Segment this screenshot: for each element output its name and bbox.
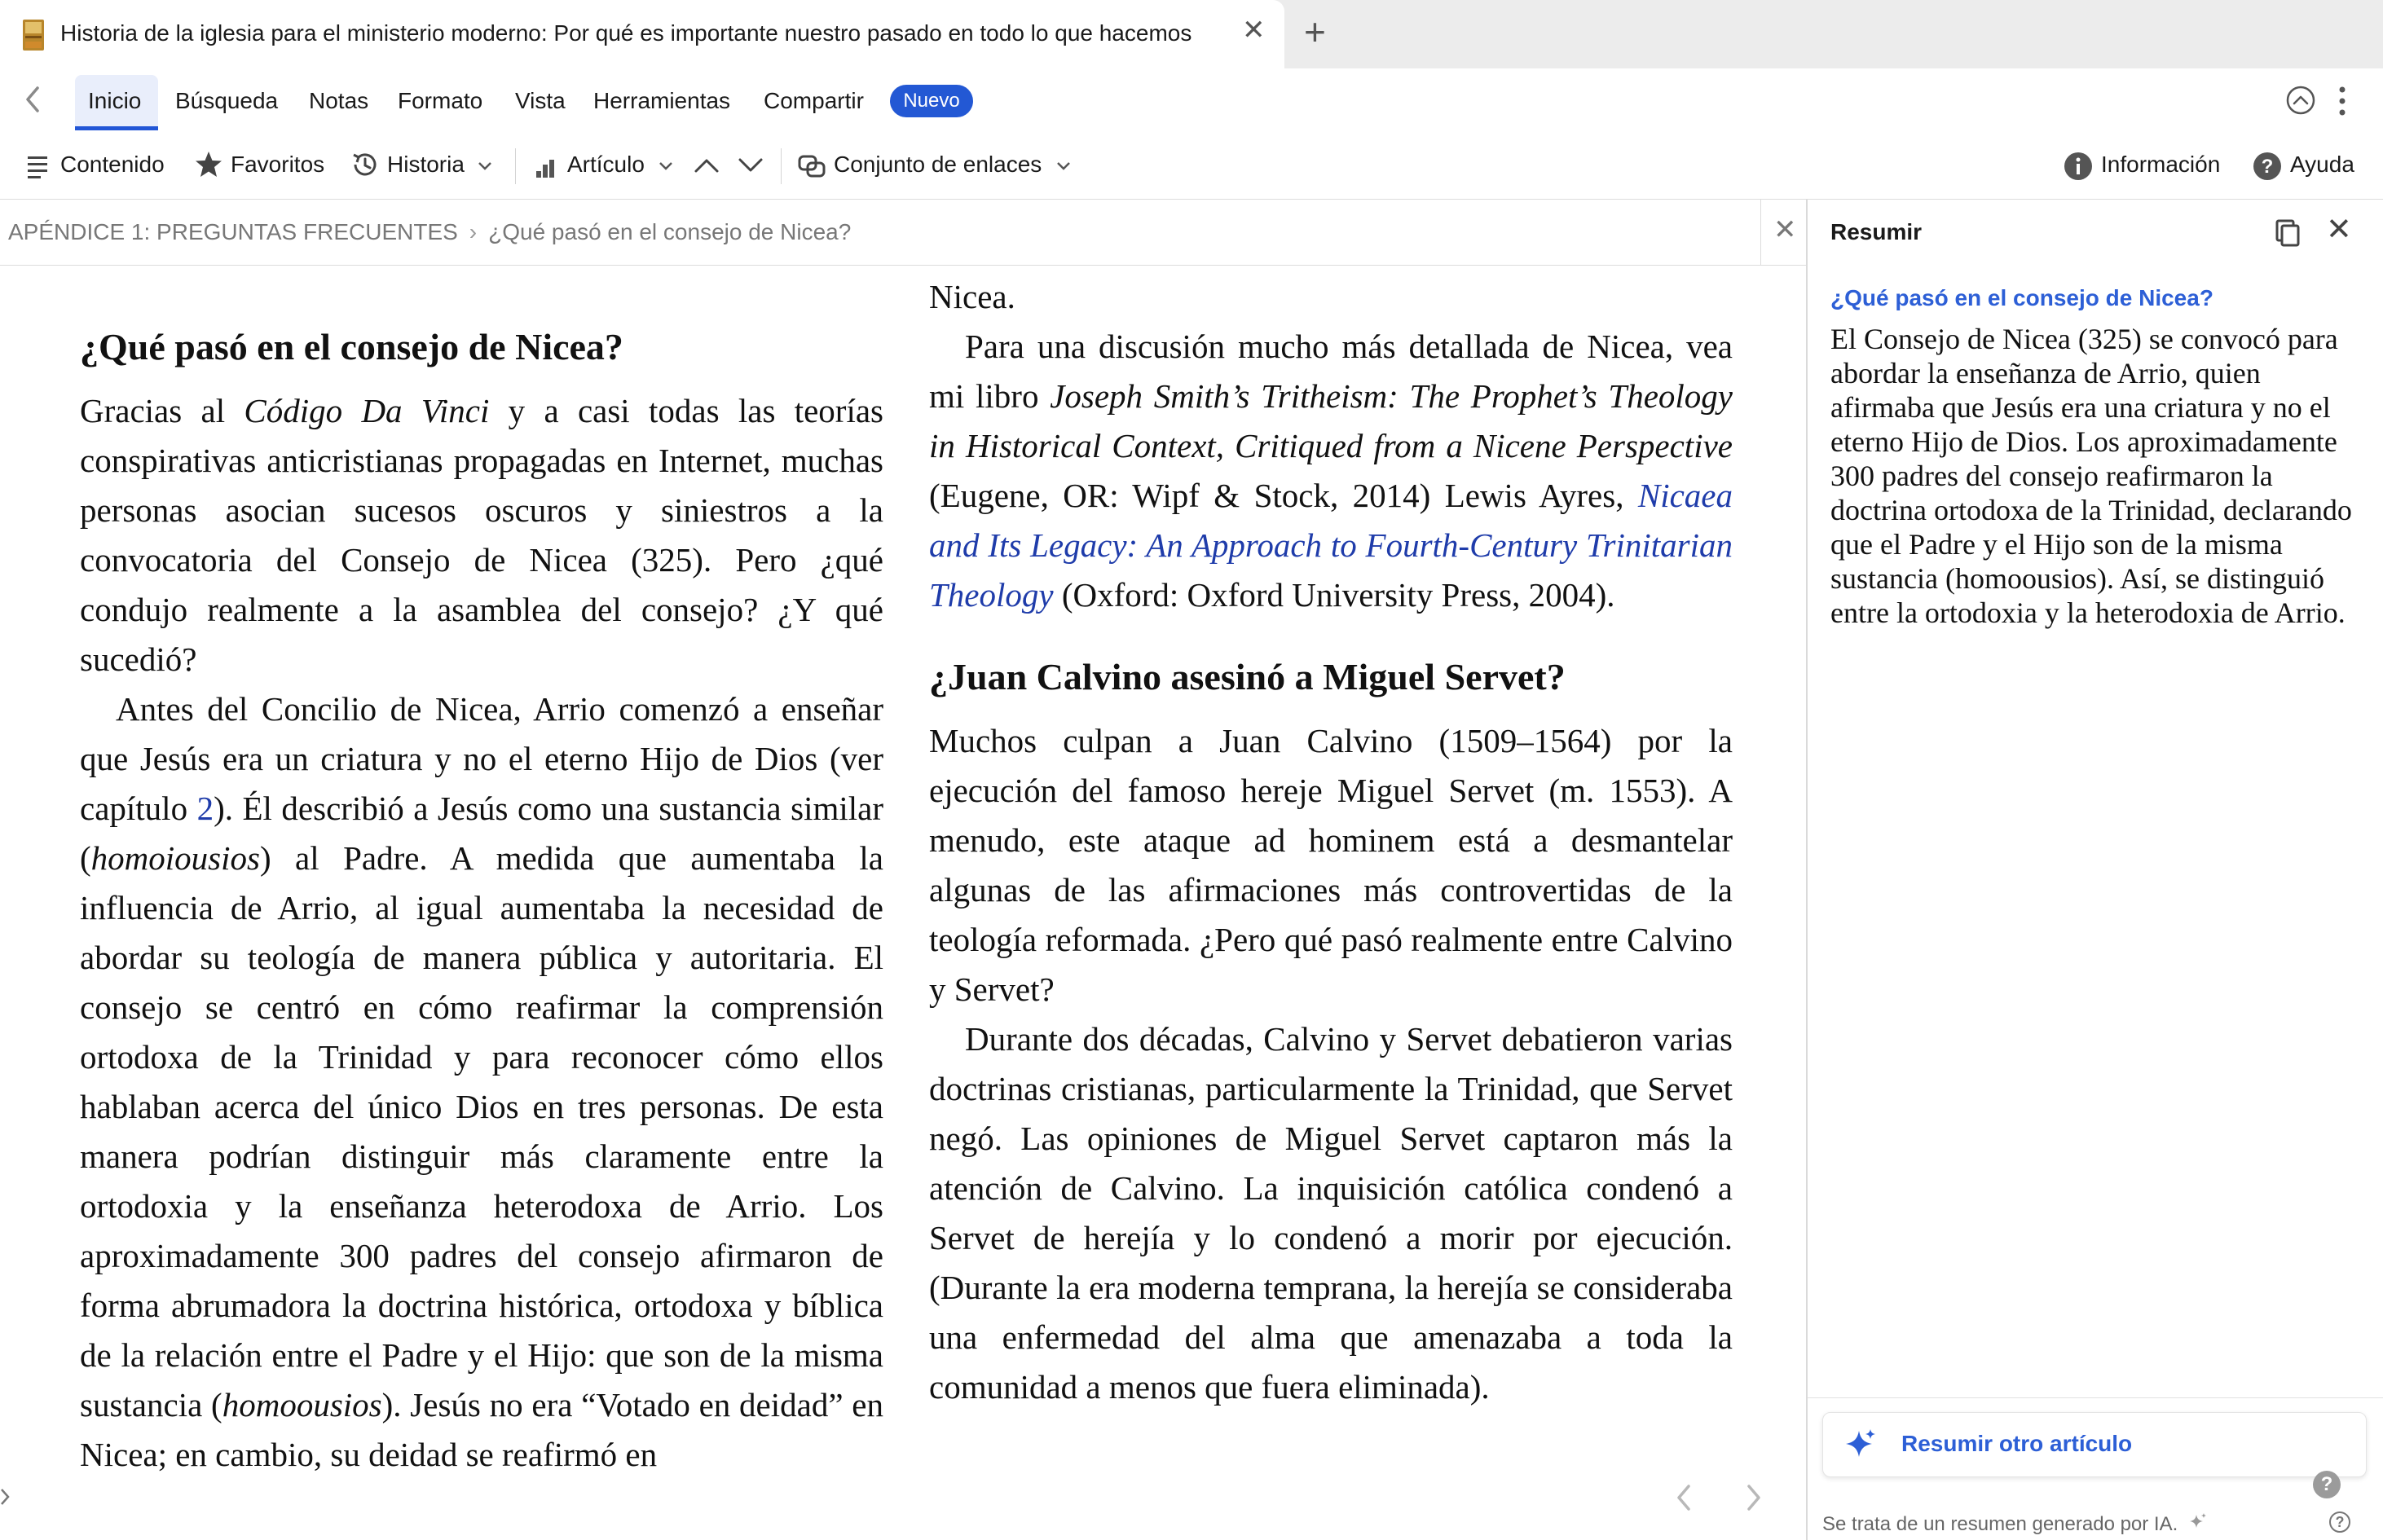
chevron-down-icon[interactable] — [478, 161, 492, 171]
info-button[interactable]: Información — [2101, 152, 2221, 177]
star-icon — [194, 150, 223, 179]
summary-header — [1808, 200, 2383, 265]
favorites-button[interactable]: Favoritos — [231, 152, 325, 177]
menu-bar — [0, 68, 2383, 134]
menu-vista[interactable]: Vista — [515, 88, 566, 113]
reader-column-right — [929, 272, 1733, 1412]
breadcrumb-current[interactable]: ¿Qué pasó en el consejo de Nicea? — [488, 219, 852, 244]
chapter-link[interactable]: 2 — [196, 790, 214, 827]
link-set-icon — [797, 152, 826, 181]
summary-panel — [1806, 200, 2383, 1540]
article-heading: ¿Juan Calvino asesinó a Miguel Servet? — [929, 656, 1566, 697]
reader-pane — [0, 266, 1806, 1540]
contents-button[interactable]: Contenido — [60, 152, 165, 177]
close-breadcrumb-icon[interactable]: ✕ — [1773, 214, 1797, 245]
summarize-another-button[interactable] — [1822, 1412, 2367, 1477]
svg-text:?: ? — [2261, 156, 2274, 178]
document-tab[interactable] — [0, 0, 1284, 68]
article-heading: ¿Qué pasó en el consejo de Nicea? — [80, 326, 623, 367]
next-page-icon[interactable] — [1741, 1481, 1765, 1514]
history-clock-icon — [350, 150, 380, 179]
breadcrumb-divider — [1760, 200, 1761, 265]
toolbar — [0, 134, 2383, 200]
tab-bar — [0, 0, 2383, 69]
disclaimer-help-icon[interactable]: ? — [2329, 1511, 2350, 1533]
chevron-down-icon[interactable] — [1056, 161, 1071, 171]
toolbar-separator — [515, 148, 516, 184]
help-button[interactable]: Ayuda — [2290, 152, 2354, 177]
article-bars-icon — [535, 155, 559, 179]
breadcrumb-section[interactable]: APÉNDICE 1: PREGUNTAS FRECUENTES — [8, 219, 458, 244]
book-icon — [23, 20, 44, 51]
more-vertical-icon[interactable] — [2334, 83, 2350, 119]
expand-left-icon[interactable] — [0, 1486, 11, 1507]
breadcrumb — [8, 219, 851, 245]
history-button[interactable]: Historia — [387, 152, 465, 177]
summary-title: Resumir — [1830, 219, 1923, 244]
article-button[interactable]: Artículo — [567, 152, 645, 177]
summarize-another-label: Resumir otro artículo — [1901, 1431, 2133, 1456]
new-badge: Nuevo — [890, 85, 973, 117]
article-paragraph: Gracias al Código Da Vinci y a casi todas las teorías conspirativas anticristianas propagadas en Internet, muchas personas asocian sucesos oscuros y siniestros a la convocatoria del Consejo de Nicea (325). Pero ¿qué condujo realmente a la asamblea del consejo? ¿Y qué sucedió? — [80, 392, 883, 678]
summary-text: El Consejo de Nicea (325) se convocó para abordar la enseñanza de Arrio, quien afirmaba que Jesús era una criatura y no el eterno Hijo de Dios. Los aproximadamente 300 padres del consejo reafirmaron la doctrina ortodoxa de la Trinidad, declarando que el Padre y el Hijo son de la misma sustancia (homoousios). Así, se distinguió entre la ortodoxia y la heterodoxia de Arrio. — [1830, 323, 2352, 629]
tab-title: Historia de la iglesia para el ministerio moderno: Por qué es importante nuestro pasado en todo lo que hacemos — [60, 20, 1192, 46]
menu-formato[interactable]: Formato — [398, 88, 483, 113]
article-paragraph: Para una discusión mucho más detallada de Nicea, vea mi libro Joseph Smith’s Tritheism: The Prophet’s Theology in Historical Context, Critiqued from a Nicene Perspective (Eugene, OR: Wipf & Stock, 2014) Lewis Ayres, Nicaea and Its Legacy: An Approach to Fourth-Century Trinitarian Theology (Oxford: Oxford University Press, 2004). — [929, 328, 1733, 614]
close-tab-icon[interactable]: ✕ — [1242, 15, 1266, 46]
toolbar-separator — [781, 148, 782, 184]
summary-divider — [1808, 1397, 2383, 1398]
chevron-down-icon[interactable] — [659, 161, 673, 171]
close-summary-icon[interactable]: ✕ — [2326, 213, 2352, 247]
article-paragraph: Antes del Concilio de Nicea, Arrio comenzó a enseñar que Jesús era un criatura y no el eterno Hijo de Dios (ver capítulo 2). Él describió a Jesús como una sustancia similar (homoiousios) al Padre. A medida que aumentaba la influencia de Arrio, al igual aumentaba la necesidad de abordar su teología de manera pública y autoritaria. El consejo se centró en cómo reafirmar la comprensión ortodoxa de la Trinidad y para reconocer cómo ellos hablaban acerca del único Dios en tres personas. De esta manera podrían distinguir más claramente entre la ortodoxia y la enseñanza heterodoxa de Arrio. Los aproximadamente 300 padres del consejo afirmaron de forma abrumadora la doctrina histórica, ortodoxa y bíblica de la relación entre el Padre y el Hijo: que son de la misma sustancia (homoousios). Jesús no era “Votado en deidad” en Nicea; en cambio, su deidad se reafirmó en — [80, 690, 883, 1473]
menu-compartir[interactable]: Compartir — [764, 88, 864, 113]
breadcrumb-separator: › — [469, 219, 478, 244]
previous-page-icon[interactable] — [1672, 1481, 1697, 1514]
copy-icon[interactable] — [2272, 216, 2305, 249]
article-paragraph: Durante dos décadas, Calvino y Servet debatieron varias doctrinas cristianas, particularmente la Trinidad, que Servet negó. Las opiniones de Miguel Servet captaron más la atención de Calvino. La inquisición católica condenó a Servet de herejía y lo condenó a morir por ejecución. (Durante la era moderna temprana, la herejía se consideraba una enfermedad del alma que amenazaba a toda la comunidad a menos que fuera eliminada). — [929, 1020, 1733, 1406]
previous-article-icon[interactable] — [693, 156, 720, 174]
menu-herramientas[interactable]: Herramientas — [593, 88, 731, 113]
link-set-button[interactable]: Conjunto de enlaces — [834, 152, 1042, 177]
reader-column-left — [80, 323, 883, 1480]
menu-inicio[interactable]: Inicio — [88, 88, 142, 113]
summary-question-link[interactable]: ¿Qué pasó en el consejo de Nicea? — [1830, 285, 2213, 310]
collapse-up-icon[interactable] — [2285, 85, 2316, 116]
article-paragraph: Nicea. — [929, 278, 1015, 315]
new-tab-button[interactable]: + — [1304, 11, 1326, 53]
article-paragraph: Muchos culpan a Juan Calvino (1509–1564) por la ejecución del famoso hereje Miguel Servet (m. 1553). A menudo, este ataque ad hominem está a desmantelar algunas de las afirmaciones más controvertidas de la teología reformada. ¿Pero qué pasó realmente entre Calvino y Servet? — [929, 722, 1733, 1008]
next-article-icon[interactable] — [737, 156, 764, 174]
menu-notas[interactable]: Notas — [309, 88, 369, 113]
info-icon — [2064, 152, 2093, 181]
ai-sparkle-icon — [2187, 1511, 2209, 1533]
help-bubble-icon[interactable]: ? — [2313, 1471, 2341, 1498]
help-icon — [2253, 152, 2282, 181]
ai-disclaimer: Se trata de un resumen generado por IA. — [1822, 1513, 2178, 1535]
sparkle-icon — [1841, 1426, 1879, 1463]
book-link[interactable]: Nicaea and Its Legacy: An Approach to Fourth-Century Trinitarian Theology — [929, 477, 1733, 614]
contents-list-icon — [28, 153, 51, 179]
breadcrumb-bar — [0, 200, 1806, 266]
menu-busqueda[interactable]: Búsqueda — [175, 88, 279, 113]
back-arrow-icon[interactable] — [21, 83, 46, 116]
